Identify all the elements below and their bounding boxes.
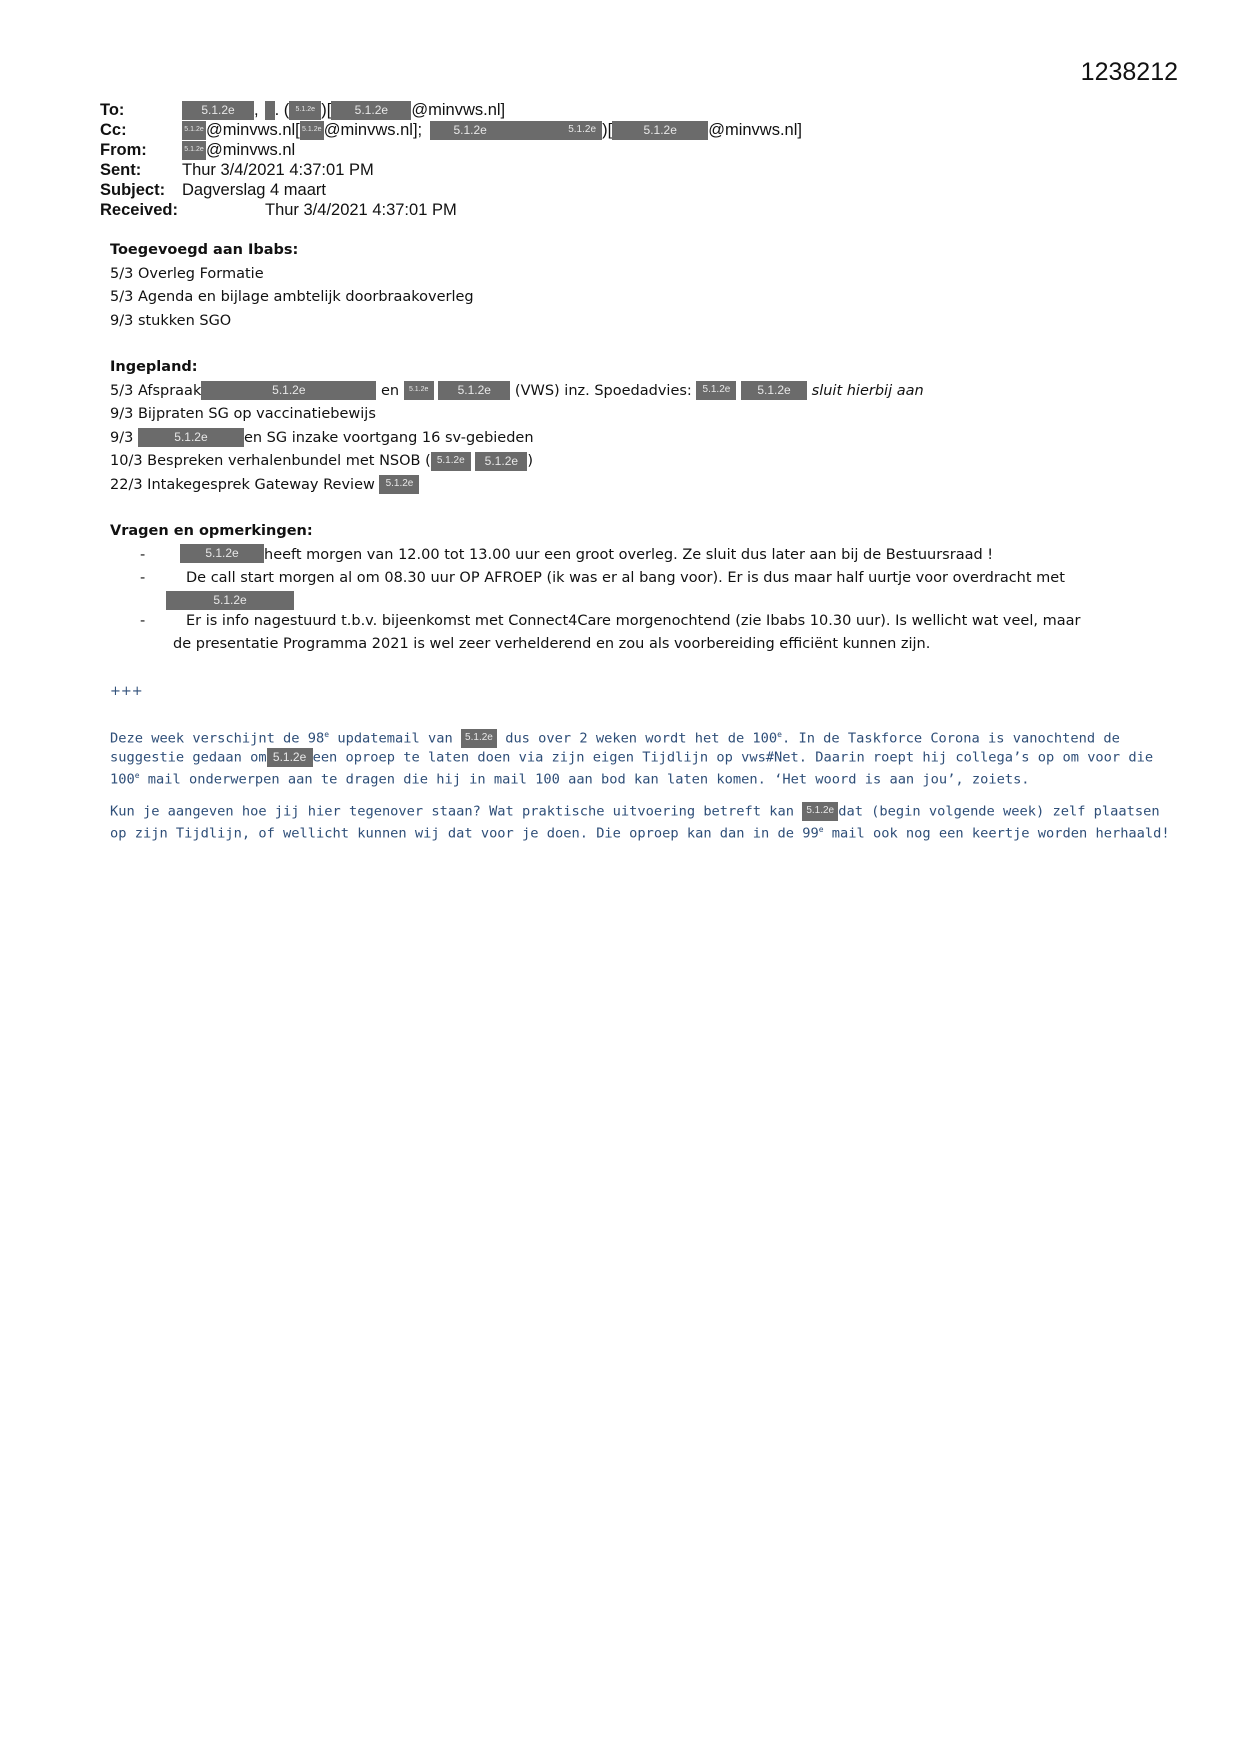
redaction: 5.1.2e [379, 475, 419, 494]
bullet-item-continuation [110, 591, 1150, 610]
redaction [265, 101, 275, 120]
cc-address: @minvws.nl[ [206, 121, 300, 139]
vragen-title: Vragen en opmerkingen: [110, 523, 313, 539]
cc-label: Cc: [100, 121, 127, 139]
blue-paragraph-1: Deze week verschijnt de 98e updatemail van 5.1.2e dus over 2 weken wordt het de 100e. In de Taskforce Corona is vanochtend de suggestie gedaan om 5.1.2e een oproep te laten doen via zijn eigen Tijdlijn op vws#Net. Daarin roept hij collega’s op om voor die 100e mail onderwerpen aan te dragen die hij in mail 100 aan bod kan laten komen. ‘Het woord is aan jou’, zoiets. [110, 730, 1154, 788]
redaction: 5.1.2e [438, 381, 510, 400]
bullet-item: - Er is info nagestuurd t.b.v. bijeenkomst met Connect4Care morgenochtend (zie Ibabs 10.30 uur). Is wellicht wat veel, maar [140, 612, 1081, 629]
from-row [100, 140, 802, 160]
redaction: 5.1.2e [612, 121, 708, 140]
redaction: 5.1.2e [475, 452, 527, 471]
sent-value: Thur 3/4/2021 4:37:01 PM [182, 161, 374, 179]
redaction: 5.1.2e [201, 381, 376, 400]
to-row [100, 100, 802, 120]
subject-value: Dagverslag 4 maart [182, 181, 326, 199]
to-label: To: [100, 101, 125, 119]
bullet-item: - De call start morgen al om 08.30 uur OP AFROEP (ik was er al bang voor). Er is dus maar half uurtje voor overdracht met [140, 570, 1065, 586]
bullet-item: - 5.1.2e heeft morgen van 12.00 tot 13.00 uur een groot overleg. Ze sluit dus later aan bij de Bestuursraad ! [140, 545, 994, 563]
cc-row [100, 120, 802, 140]
separator-text: )[ [321, 101, 332, 119]
email-header [100, 100, 802, 220]
redaction: 5.1.2e [182, 101, 254, 120]
redaction: 5.1.2e [562, 121, 602, 140]
list-item: 5/3 Agenda en bijlage ambtelijk doorbraakoverleg [110, 289, 474, 305]
redaction: 5.1.2e [166, 591, 294, 610]
redaction: 5.1.2e [802, 802, 838, 821]
redaction: 5.1.2e [182, 121, 206, 140]
ibabs-title: Toegevoegd aan Ibabs: [110, 242, 299, 258]
email-body [110, 239, 1150, 703]
blue-paragraph-2: Kun je aangeven hoe jij hier tegenover staan? Wat praktische uitvoering betreft kan 5.1.2e dat (begin volgende week) zelf plaatsen op zijn Tijdlijn, of wellicht kunnen wij dat voor je doen. Die oproep kan dan in de 99e mail ook nog een keertje worden herhaald! [110, 803, 1170, 842]
list-item: 9/3 5.1.2e en SG inzake voortgang 16 sv-gebieden [110, 429, 534, 446]
cc-address: @minvws.nl]; [323, 121, 423, 139]
redaction: 5.1.2e [267, 748, 313, 767]
redaction: 5.1.2e [741, 381, 807, 400]
list-item: 9/3 stukken SGO [110, 312, 232, 329]
redaction: 5.1.2e [180, 544, 264, 563]
to-address: @minvws.nl] [411, 101, 506, 119]
sent-row [100, 160, 802, 180]
redaction: 5.1.2e [404, 381, 434, 400]
list-item: 22/3 Intakegesprek Gateway Review 5.1.2e [110, 474, 1150, 498]
separator-text: )[ [602, 121, 613, 139]
received-value: Thur 3/4/2021 4:37:01 PM [265, 201, 457, 219]
list-item: 5/3 Afspraak 5.1.2e en 5.1.2e 5.1.2e (VWS) inz. Spoedadvies: 5.1.2e 5.1.2e sluit hierbij aan [110, 382, 924, 399]
list-item: 5/3 Overleg Formatie [110, 265, 264, 282]
redaction: 5.1.2e [331, 101, 411, 120]
received-row [100, 200, 802, 220]
subject-row [100, 180, 802, 200]
from-label: From: [100, 141, 147, 159]
list-item: 9/3 Bijpraten SG op vaccinatiebewijs [110, 406, 376, 422]
subject-label: Subject: [100, 181, 166, 199]
redaction: 5.1.2e [461, 729, 497, 748]
separator: +++ [110, 683, 143, 699]
redaction [510, 121, 562, 140]
ingepland-title: Ingepland: [110, 359, 198, 375]
redaction: 5.1.2e [300, 121, 324, 140]
separator-text: . ( [274, 101, 290, 119]
redaction: 5.1.2e [696, 381, 736, 400]
redaction: 5.1.2e [431, 452, 471, 471]
list-item: 10/3 Bespreken verhalenbundel met NSOB ( 5.1.2e 5.1.2e ) [110, 453, 534, 469]
document-number: 1238212 [1080, 58, 1178, 86]
received-label: Received: [100, 201, 178, 219]
redaction: 5.1.2e [138, 428, 244, 447]
from-address: @minvws.nl [206, 141, 296, 159]
bullet-item-continuation: de presentatie Programma 2021 is wel zeer verhelderend en zou als voorbereiding efficiënt kunnen zijn. [173, 636, 931, 652]
separator-text: , [254, 101, 259, 119]
redaction: 5.1.2e [289, 101, 321, 120]
redaction: 5.1.2e [182, 141, 206, 160]
cc-address: @minvws.nl] [708, 121, 802, 139]
redaction: 5.1.2e [430, 121, 510, 140]
sent-label: Sent: [100, 161, 142, 179]
